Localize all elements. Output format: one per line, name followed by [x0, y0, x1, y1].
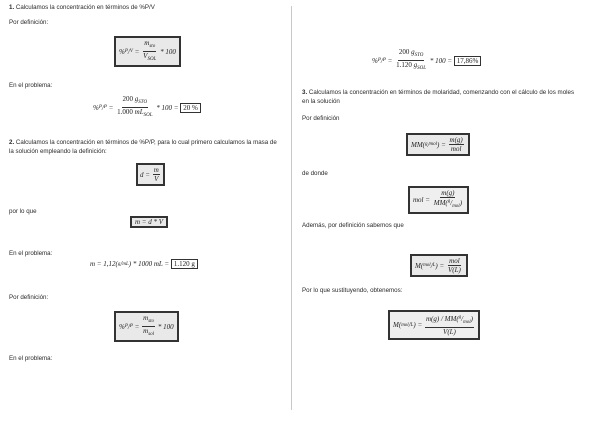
por-definicion-1: Por definición: — [9, 19, 49, 26]
formula-molarity: M ( mol / L ) = $\frac{\text{mol}}{V(L)}$ — [410, 254, 468, 277]
result-17-86-percent: 17,86% — [454, 56, 482, 66]
result-mass: 1.120 g — [171, 259, 198, 269]
result-20-percent: 20 % — [180, 103, 201, 113]
formula-mass: m = d * V — [130, 216, 168, 228]
por-definicion-2: Por definición: — [9, 294, 49, 301]
formula-molarity-substituted: M ( mol / L ) = $\frac{m(g) / MM(^g/_{mol})}{V(L)}$ — [388, 310, 480, 340]
de-donde: de donde — [302, 170, 328, 177]
por-lo-que: por lo que — [9, 208, 37, 215]
calc-mass: m = 1,12 ( g / mL ) * 1000 mL = 1.120 g — [90, 259, 198, 269]
en-el-problema-2: En el problema: — [9, 250, 53, 257]
column-divider — [291, 6, 292, 410]
formula-percent-pp: % P / P = $\frac{m_{sto}}{m_{sol}}$ * 100 — [114, 311, 179, 342]
en-el-problema-1: En el problema: — [9, 82, 53, 89]
formula-percent-pv: % P / V = $\frac{m_{sto}}{V_{SOL}}$ * 100 — [114, 36, 181, 67]
calc-percent-pp-1: % P / P = $\frac{200 g_{STO}}{1.000 mL_{SOL}}$ * 100 = 20 % — [93, 95, 201, 120]
por-definicion-3: Por definición — [302, 115, 340, 122]
formula-density: d = $\frac{m}{V}$ — [136, 163, 165, 186]
section-3-heading: 3. Calculamos la concentración en términos de molaridad, comenzando con el cálculo de los moles en la solución — [302, 89, 575, 105]
calc-percent-pp-2: % P / P = $\frac{200 g_{STO}}{1.120 g_{SOL}}$ * 100 = 17,86% — [372, 48, 481, 73]
en-el-problema-3: En el problema: — [9, 355, 53, 362]
section-1-heading: 1. Calculamos la concentración en términos de %P/V — [9, 4, 155, 11]
formula-molar-mass: MM ( g / mol ) = $\frac{m(g)}{\text{mol}}$ — [406, 133, 470, 156]
ademas-definicion: Además, por definición sabemos que — [302, 222, 404, 229]
section-2-heading: 2. Calculamos la concentración en términos de %P/P, para lo cual primero calculamos la masa de la solución empleando la definición: — [9, 139, 277, 155]
sustituyendo: Por lo que sustituyendo, obtenemos: — [302, 287, 403, 294]
formula-moles: mol = $\frac{m(g)}{MM(^g/_{mol})}$ — [408, 186, 469, 214]
